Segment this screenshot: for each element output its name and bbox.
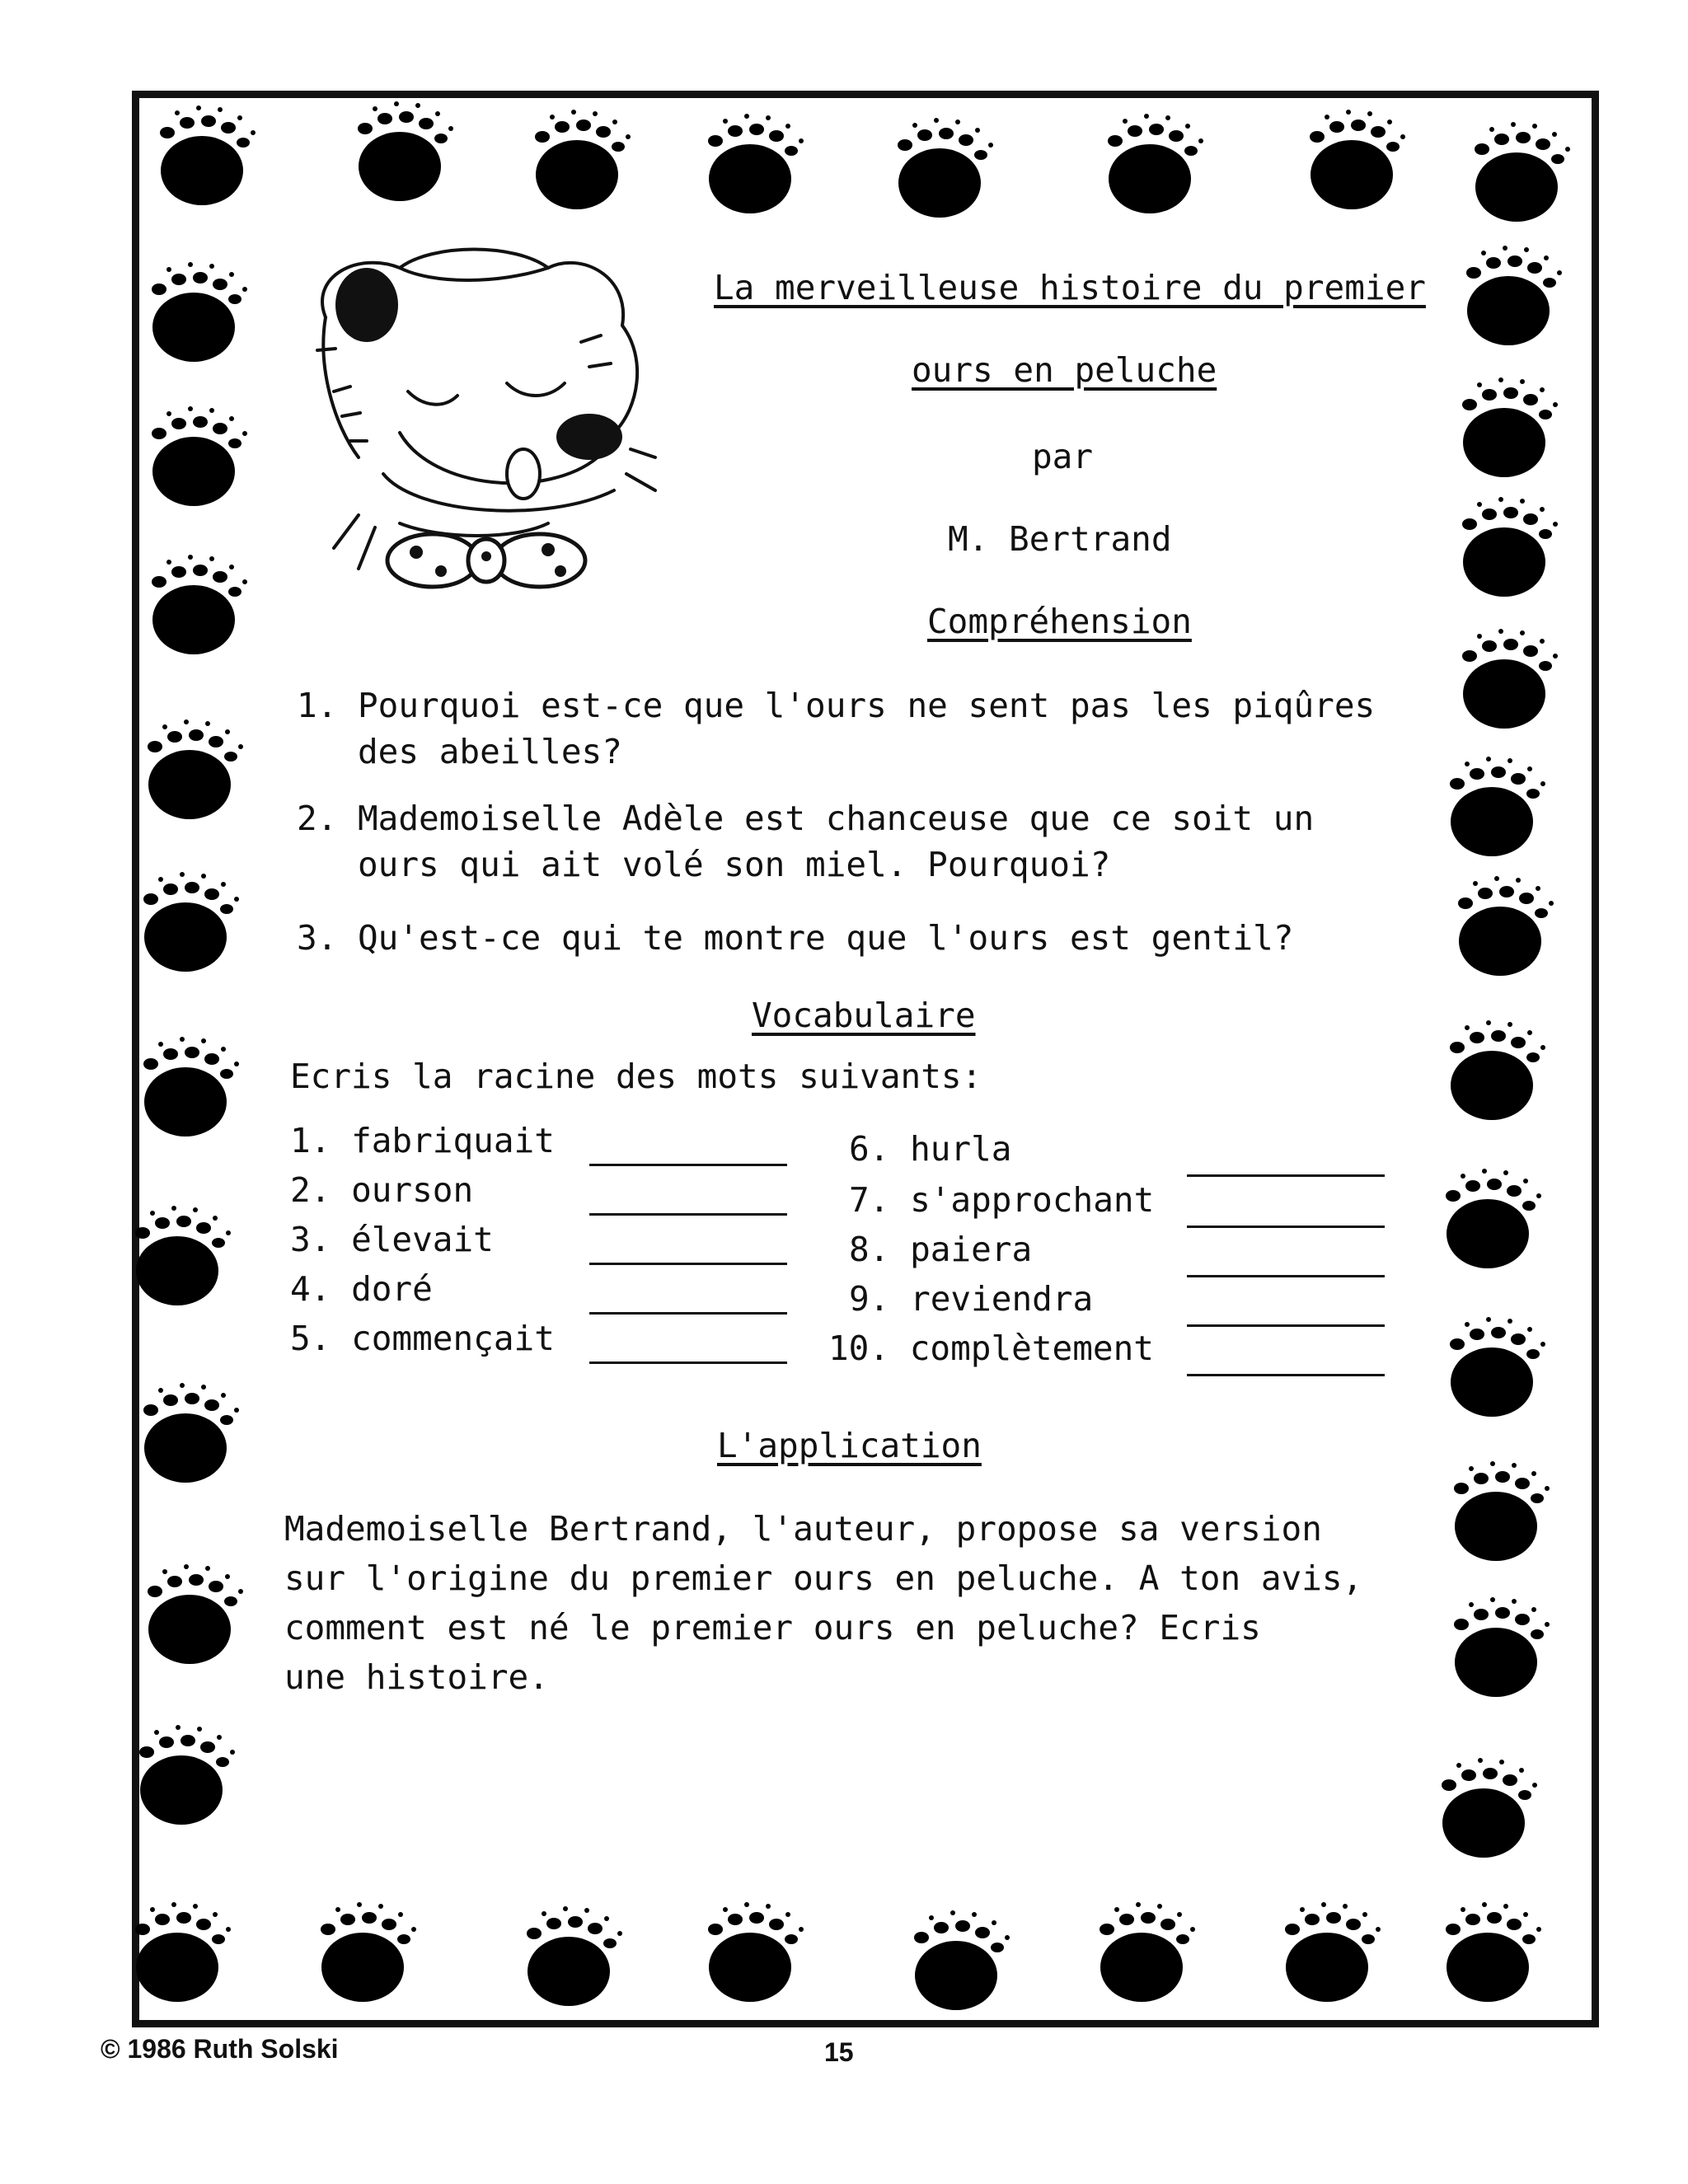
- vocab-number: 7.: [849, 1180, 890, 1220]
- vocabulaire-heading: Vocabulaire: [752, 996, 976, 1035]
- vocab-word: s'approchant: [910, 1180, 1155, 1220]
- vocab-word: commençait: [351, 1319, 555, 1358]
- vocab-number: 9.: [849, 1279, 890, 1319]
- answer-line-8[interactable]: [1187, 1275, 1385, 1277]
- question-number: 2.: [297, 799, 338, 838]
- vocab-item-3: [290, 1220, 494, 1259]
- vocab-number: 2.: [290, 1170, 331, 1210]
- vocab-item-4: [290, 1269, 433, 1309]
- vocab-word: élevait: [351, 1220, 494, 1259]
- vocab-number: 10.: [828, 1329, 890, 1368]
- vocab-number: 4.: [290, 1269, 331, 1309]
- vocab-item-9: [849, 1279, 1093, 1319]
- vocab-item-8: [849, 1230, 1032, 1269]
- answer-line-1[interactable]: [589, 1164, 787, 1166]
- vocab-word: fabriquait: [351, 1121, 555, 1160]
- question-text: Qu'est-ce qui te montre que l'ours est gentil?: [358, 918, 1294, 958]
- vocab-item-2: [290, 1170, 473, 1210]
- teddy-bear-illustration: [301, 243, 672, 598]
- story-title-line2: ours en peluche: [912, 350, 1217, 390]
- answer-line-10[interactable]: [1187, 1374, 1385, 1376]
- answer-line-4[interactable]: [589, 1312, 787, 1315]
- vocabulaire-instruction: Ecris la racine des mots suivants:: [290, 1057, 982, 1096]
- page-number: 15: [824, 2037, 854, 2067]
- vocab-number: 3.: [290, 1220, 331, 1259]
- vocab-item-10: [828, 1329, 1154, 1368]
- answer-line-7[interactable]: [1187, 1226, 1385, 1228]
- vocab-word: doré: [351, 1269, 433, 1309]
- answer-line-3[interactable]: [589, 1263, 787, 1265]
- story-title-line1: La merveilleuse histoire du premier: [714, 268, 1426, 307]
- by-label: par: [1032, 437, 1094, 476]
- vocab-item-7: [849, 1180, 1154, 1220]
- vocab-number: 1.: [290, 1121, 331, 1160]
- vocab-word: paiera: [910, 1230, 1033, 1269]
- answer-line-6[interactable]: [1187, 1174, 1385, 1177]
- vocab-item-5: [290, 1319, 555, 1358]
- question-number: 1.: [297, 686, 338, 725]
- question-text: Pourquoi est-ce que l'ours ne sent pas les piqûres des abeilles?: [358, 686, 1376, 771]
- vocab-number: 8.: [849, 1230, 890, 1269]
- answer-line-9[interactable]: [1187, 1324, 1385, 1327]
- answer-line-5[interactable]: [589, 1361, 787, 1364]
- vocab-item-6: [849, 1129, 1011, 1169]
- vocab-word: hurla: [910, 1129, 1012, 1169]
- application-paragraph: Mademoiselle Bertrand, l'auteur, propose sa version sur l'origine du premier ours en peluche. A ton avis, comment est né le premier ours en peluche? Ecris une histoire.: [284, 1509, 1363, 1697]
- comprehension-heading: Compréhension: [927, 602, 1192, 641]
- vocab-number: 5.: [290, 1319, 331, 1358]
- answer-line-2[interactable]: [589, 1213, 787, 1216]
- question-text: Mademoiselle Adèle est chanceuse que ce soit un ours qui ait volé son miel. Pourquoi?: [358, 799, 1315, 884]
- vocab-word: complètement: [909, 1329, 1154, 1368]
- vocab-item-1: [290, 1121, 555, 1160]
- copyright-notice: © 1986 Ruth Solski: [101, 2034, 339, 2064]
- question-number: 3.: [297, 918, 338, 958]
- vocab-word: ourson: [351, 1170, 474, 1210]
- vocab-number: 6.: [849, 1129, 890, 1169]
- application-heading: L'application: [717, 1426, 982, 1465]
- vocab-word: reviendra: [910, 1279, 1094, 1319]
- author-name: M. Bertrand: [948, 519, 1172, 559]
